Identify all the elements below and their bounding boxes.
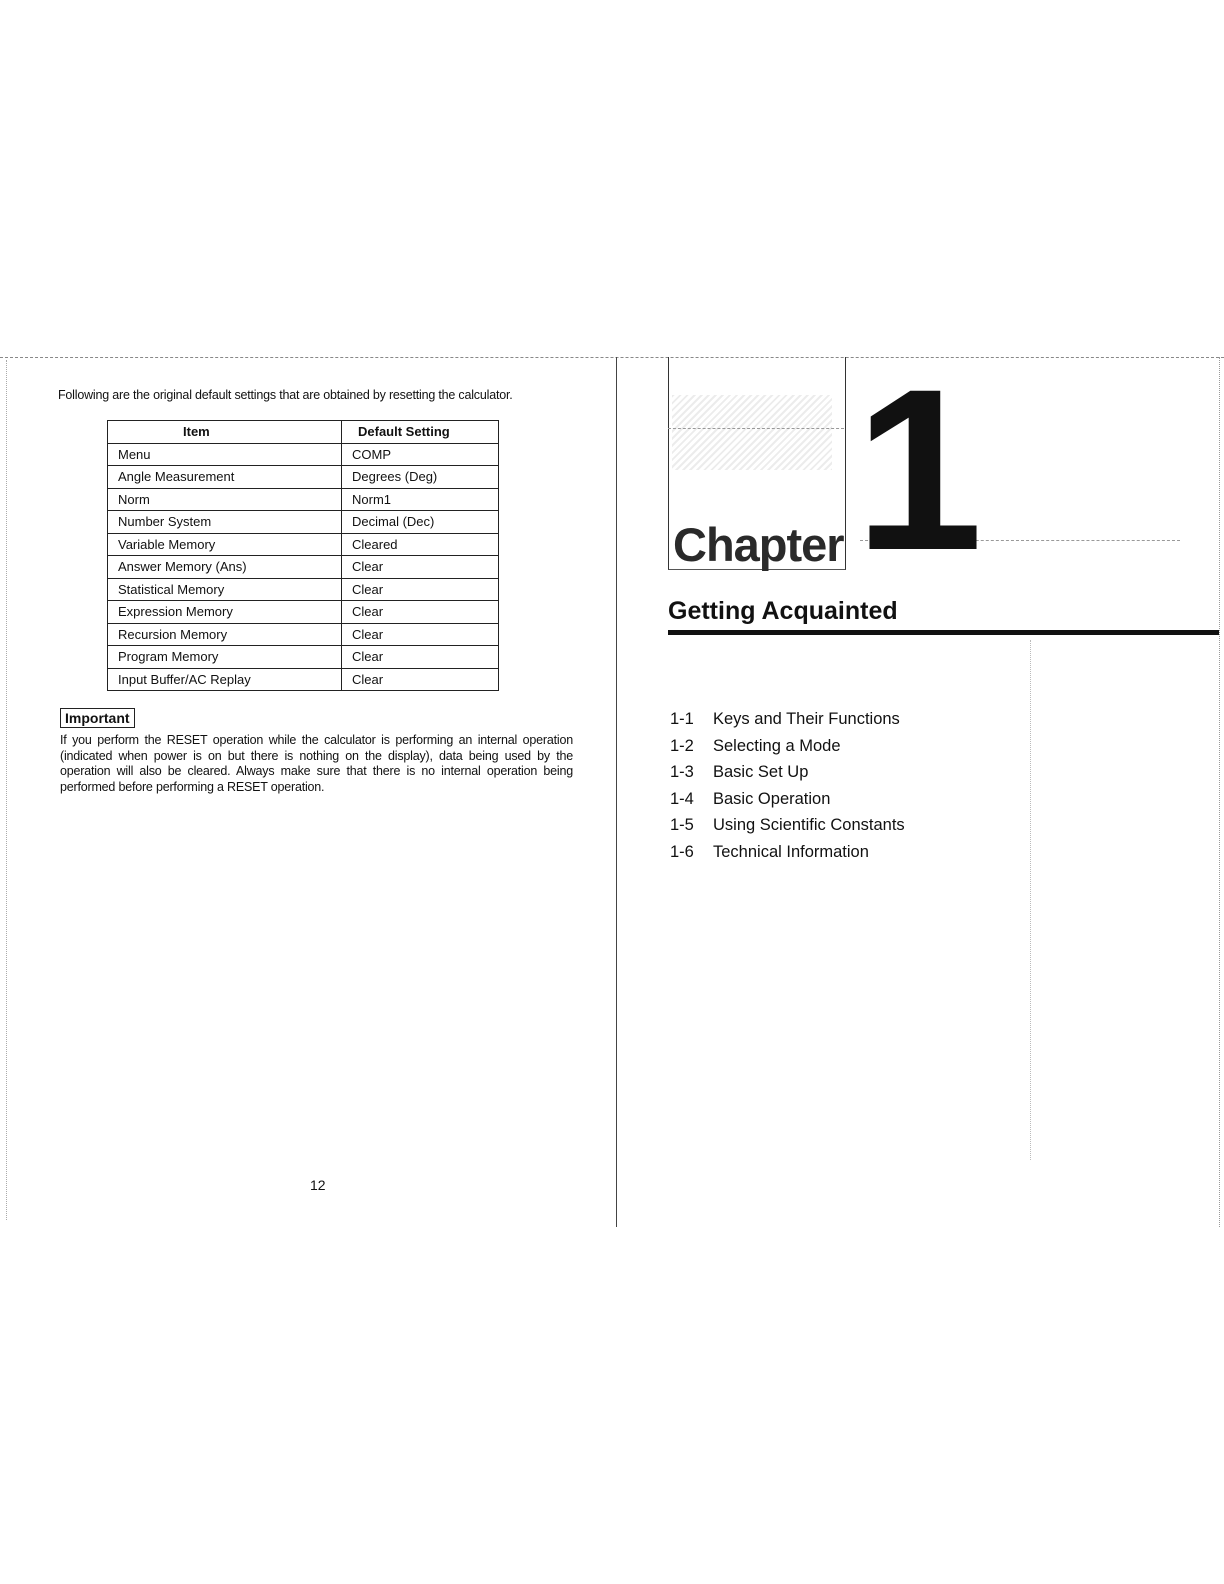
default-value-cell: COMP: [342, 443, 499, 466]
setting-item-cell: Answer Memory (Ans): [108, 556, 342, 579]
toc-section-number: 1-4: [670, 789, 694, 808]
default-value-cell: Clear: [342, 668, 499, 691]
toc-item: [670, 710, 905, 737]
toc-section-title: Basic Operation: [713, 789, 831, 808]
setting-item-cell: Menu: [108, 443, 342, 466]
column-header-default-setting: Default Setting: [342, 421, 499, 444]
toc-section-title: Selecting a Mode: [713, 736, 841, 755]
table-row: [108, 556, 499, 579]
setting-item-cell: Angle Measurement: [108, 466, 342, 489]
table-header-row: [108, 421, 499, 444]
toc-section-number: 1-5: [670, 816, 694, 834]
setting-item-cell: Statistical Memory: [108, 578, 342, 601]
toc-section-title: Basic Set Up: [713, 763, 809, 781]
toc-item: [670, 843, 905, 870]
toc-item: [670, 763, 905, 790]
column-header-item: Item: [108, 421, 342, 444]
scan-dotted-line: [1030, 640, 1031, 1160]
setting-item-cell: Variable Memory: [108, 533, 342, 556]
default-value-cell: Degrees (Deg): [342, 466, 499, 489]
default-value-cell: Clear: [342, 556, 499, 579]
toc-item: [670, 737, 905, 764]
toc-section-number: 1-2: [670, 736, 694, 755]
table-row: [108, 646, 499, 669]
chapter-title: Getting Acquainted: [668, 597, 898, 625]
table-row: [108, 578, 499, 601]
chapter-number: 1: [855, 341, 975, 598]
table-row: [108, 668, 499, 691]
toc-item: [670, 816, 905, 843]
title-underline: [668, 630, 1219, 635]
intro-text: Following are the original default settings that are obtained by resetting the calculator.: [58, 388, 513, 402]
toc-section-number: 1-1: [670, 710, 694, 728]
right-page-edge: [1219, 357, 1220, 1227]
important-text: If you perform the RESET operation while the calculator is performing an internal operation (indicated when power is on but there is nothing on the display), data being used by the operation will also be cleared. Always make sure that there is no internal operation being performed before performing a RESET operation.: [60, 733, 573, 794]
default-settings-table: [107, 420, 499, 691]
setting-item-cell: Norm: [108, 488, 342, 511]
toc-section-number: 1-3: [670, 763, 694, 781]
table-row: [108, 601, 499, 624]
table-body: [108, 443, 499, 691]
left-page-edge: [6, 360, 7, 1220]
table-row: [108, 623, 499, 646]
default-value-cell: Norm1: [342, 488, 499, 511]
toc-section-title: Technical Information: [713, 842, 869, 861]
default-value-cell: Cleared: [342, 533, 499, 556]
chapter-label: Chapter: [673, 518, 844, 571]
table-row: [108, 466, 499, 489]
default-value-cell: Clear: [342, 623, 499, 646]
setting-item-cell: Input Buffer/AC Replay: [108, 668, 342, 691]
toc-section-title: Using Scientific Constants: [713, 816, 905, 834]
table-row: [108, 511, 499, 534]
toc-item: [670, 790, 905, 817]
toc-section-title: Keys and Their Functions: [713, 710, 900, 728]
table-row: [108, 443, 499, 466]
setting-item-cell: Program Memory: [108, 646, 342, 669]
table-row: [108, 533, 499, 556]
table-row: [108, 488, 499, 511]
important-label: Important: [60, 708, 135, 728]
setting-item-cell: Recursion Memory: [108, 623, 342, 646]
default-value-cell: Clear: [342, 578, 499, 601]
page-number: 12: [310, 1177, 326, 1193]
spread-top-rule: [0, 357, 1224, 358]
chapter-frame-dash: [668, 428, 844, 429]
toc-section-number: 1-6: [670, 842, 694, 861]
default-value-cell: Clear: [342, 601, 499, 624]
default-value-cell: Clear: [342, 646, 499, 669]
default-value-cell: Decimal (Dec): [342, 511, 499, 534]
chapter-contents-list: [670, 710, 905, 869]
setting-item-cell: Number System: [108, 511, 342, 534]
setting-item-cell: Expression Memory: [108, 601, 342, 624]
scan-noise-texture: [672, 395, 832, 470]
page-gutter: [616, 357, 617, 1227]
